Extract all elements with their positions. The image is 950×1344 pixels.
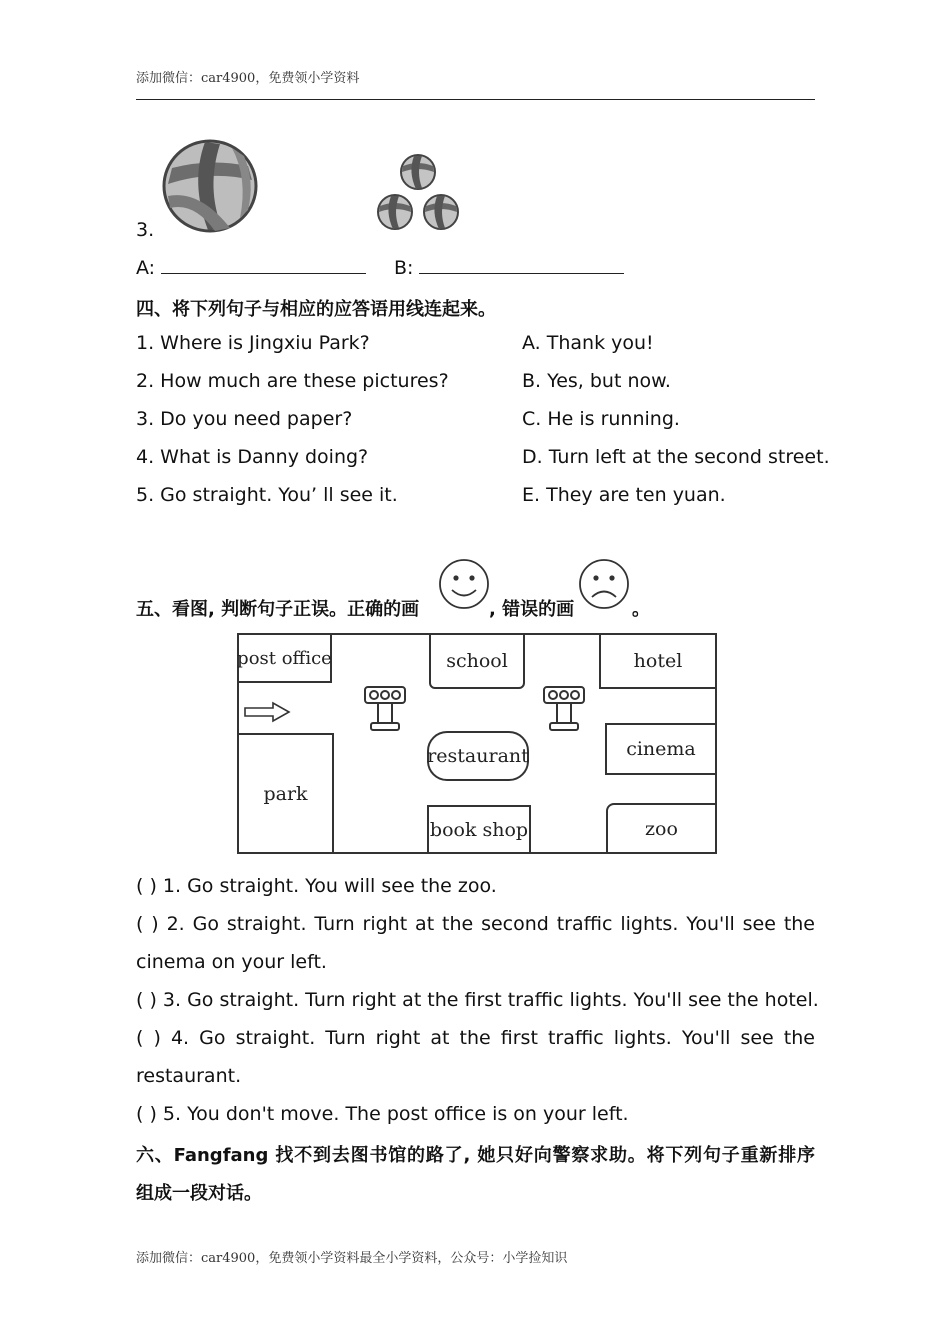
match-right-c: C. He is running.	[522, 408, 680, 430]
map-cinema: cinema	[605, 723, 717, 775]
match-left-1: 1. Where is Jingxiu Park?	[136, 332, 370, 354]
match-right-b: B. Yes, but now.	[522, 370, 671, 392]
judge-item-1: ( ) 1. Go straight. You will see the zoo.	[136, 875, 497, 897]
section-6-title-line1: 六、Fangfang 找不到去图书馆的路了, 她只好向警察求助。将下列句子重新排序	[136, 1145, 815, 1166]
map-park: park	[237, 733, 334, 854]
section-5-title-b: , 错误的画	[489, 599, 575, 620]
match-right-a: A. Thank you!	[522, 332, 654, 354]
judge-item-5: ( ) 5. You don't move. The post office is on your left.	[136, 1103, 629, 1125]
map-hotel: hotel	[599, 633, 717, 689]
question-3-number: 3.	[136, 219, 155, 241]
answer-a-row	[136, 257, 366, 279]
map-restaurant: restaurant	[427, 731, 529, 781]
traffic-light-1-icon	[363, 685, 407, 737]
match-left-4: 4. What is Danny doing?	[136, 446, 369, 468]
page-header: 添加微信：car4900，免费领小学资料	[136, 71, 360, 86]
judge-item-4: ( ) 4. Go straight. Turn right at the first traffic lights. You'll see the	[136, 1027, 815, 1049]
section-5-title-c: 。	[632, 599, 650, 620]
answer-b-blank[interactable]	[419, 257, 624, 274]
map-book-shop: book shop	[427, 805, 531, 854]
match-left-3: 3. Do you need paper?	[136, 408, 353, 430]
map-post-office: post office	[237, 633, 332, 683]
map-zoo: zoo	[606, 803, 717, 854]
match-right-e: E. They are ten yuan.	[522, 484, 726, 506]
traffic-light-2-icon	[542, 685, 586, 737]
header-rule	[136, 99, 815, 100]
answer-a-blank[interactable]	[161, 257, 366, 274]
start-arrow-icon	[243, 701, 293, 727]
match-left-5: 5. Go straight. You’ ll see it.	[136, 484, 398, 506]
map-school: school	[429, 633, 525, 689]
answer-b-row	[394, 257, 624, 279]
match-right-d: D. Turn left at the second street.	[522, 446, 830, 468]
judge-item-3: ( ) 3. Go straight. Turn right at the first traffic lights. You'll see the hotel.	[136, 989, 819, 1011]
page-footer: 添加微信：car4900，免费领小学资料最全小学资料，公众号：小学捡知识	[136, 1251, 568, 1266]
street-map	[237, 633, 717, 854]
section-6-title-line2: 组成一段对话。	[136, 1183, 262, 1204]
judge-item-4-cont: restaurant.	[136, 1065, 242, 1087]
section-5-title-a: 五、看图, 判断句子正误。正确的画	[136, 599, 420, 620]
judge-item-2: ( ) 2. Go straight. Turn right at the second traffic lights. You'll see the	[136, 913, 815, 935]
sad-face-icon	[577, 557, 631, 615]
judge-item-2-cont: cinema on your left.	[136, 951, 327, 973]
smiley-face-icon	[437, 557, 491, 615]
big-ball-image	[160, 138, 260, 238]
answer-a-label: A:	[136, 257, 156, 279]
small-balls-image	[376, 152, 462, 236]
match-left-2: 2. How much are these pictures?	[136, 370, 449, 392]
section-4-title: 四、将下列句子与相应的应答语用线连起来。	[136, 299, 496, 320]
answer-b-label: B:	[394, 257, 414, 279]
